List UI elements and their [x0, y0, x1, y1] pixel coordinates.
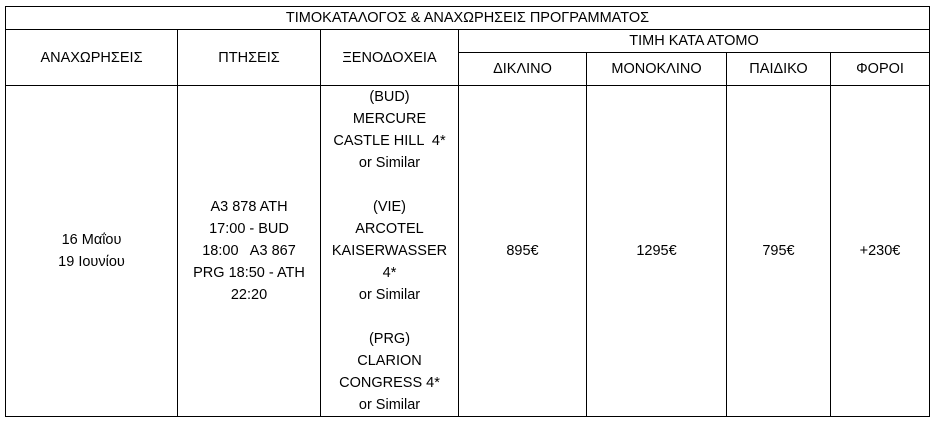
price-single: 1295€ [587, 86, 727, 417]
flight-line: 18:00 A3 867 [202, 243, 296, 259]
header-taxes: ΦΟΡΟΙ [831, 53, 930, 86]
flight-line: 17:00 - BUD [209, 221, 289, 237]
hotel-line: or Similar [358, 287, 421, 303]
flights-cell [178, 86, 321, 417]
header-double: ΔΙΚΛΙΝΟ [459, 53, 587, 86]
hotel-line: or Similar [358, 155, 421, 171]
hotels-cell [321, 86, 459, 417]
hotel-line: KAISERWASSER [331, 243, 448, 259]
hotel-line: (VIE) [372, 199, 407, 215]
departure-date: 19 Ιουνίου [58, 254, 125, 270]
departures-cell [6, 86, 178, 417]
hotel-line: CLARION [357, 353, 422, 369]
hotel-budapest [323, 86, 456, 174]
flight-line: A3 878 ATH [210, 199, 288, 215]
header-departures: ΑΝΑΧΩΡΗΣΕΙΣ [6, 30, 178, 86]
hotel-vienna [323, 196, 456, 306]
spacer [323, 306, 456, 328]
header-child: ΠΑΙΔΙΚΟ [727, 53, 831, 86]
header-price-per-person: ΤΙΜΗ ΚΑΤΑ ΑΤΟΜΟ [459, 30, 930, 53]
departure-date: 16 Μαΐου [61, 232, 122, 248]
table-title: ΤΙΜΟΚΑΤΑΛΟΓΟΣ & ΑΝΑΧΩΡΗΣΕΙΣ ΠΡΟΓΡΑΜΜΑΤΟΣ [6, 7, 930, 30]
hotel-line: or Similar [358, 397, 421, 413]
header-flights: ΠΤΗΣΕΙΣ [178, 30, 321, 86]
spacer [323, 174, 456, 196]
table-row [6, 86, 930, 417]
hotel-line: MERCURE [352, 111, 427, 127]
hotel-line: (BUD) [369, 89, 410, 105]
hotel-prague [323, 328, 456, 416]
price-double: 895€ [459, 86, 587, 417]
header-hotels: ΞΕΝΟΔΟΧΕΙΑ [321, 30, 459, 86]
hotel-line: (PRG) [368, 331, 411, 347]
hotel-line: CASTLE HILL 4* [333, 133, 446, 149]
flight-line: PRG 18:50 - ATH [193, 265, 305, 281]
price-child: 795€ [727, 86, 831, 417]
hotel-line: ARCOTEL [355, 221, 424, 237]
hotel-line: 4* [382, 265, 397, 281]
title-row [6, 7, 930, 30]
price-table [5, 6, 930, 417]
header-row-1 [6, 30, 930, 53]
header-single: ΜΟΝΟΚΛΙΝΟ [587, 53, 727, 86]
price-taxes: +230€ [831, 86, 930, 417]
hotel-line: CONGRESS 4* [339, 375, 440, 391]
flight-line: 22:20 [230, 287, 268, 303]
